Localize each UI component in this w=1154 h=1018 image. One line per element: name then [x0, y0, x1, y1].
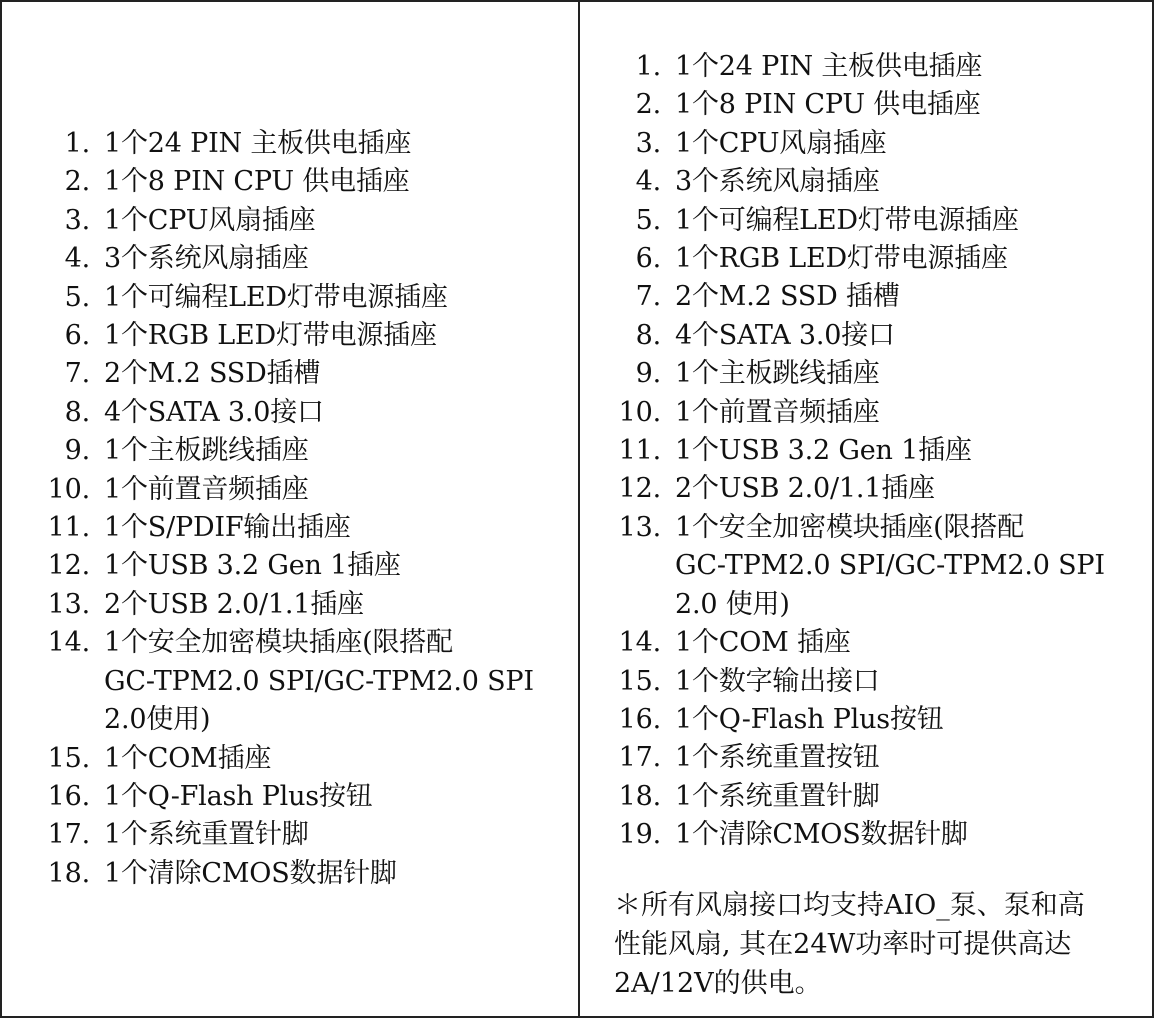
spec-item-text: 1个24 PIN 主板供电插座: [104, 128, 412, 159]
spec-item-text: 1个系统重置按钮: [675, 742, 880, 774]
spec-item-number: 11.: [47, 512, 90, 544]
spec-item-text: 4个SATA 3.0接口: [104, 396, 324, 428]
spec-item-number: 5.: [635, 204, 661, 236]
spec-item-number: 4.: [64, 243, 90, 275]
spec-item-number: 15.: [47, 742, 90, 774]
spec-item-number: 2.: [635, 89, 661, 121]
spec-item: [575, 48, 1152, 86]
spec-item: [575, 432, 1152, 470]
spec-item: [575, 624, 1152, 662]
spec-item: [2, 816, 578, 854]
spec-item-text: 1个系统重置针脚: [675, 780, 880, 812]
spec-item-text: 1个清除CMOS数据针脚: [104, 857, 397, 889]
spec-item-number: 16.: [47, 780, 90, 812]
right-spec-list: [575, 48, 1152, 855]
spec-item: [2, 740, 578, 778]
spec-item-number: 14.: [47, 627, 90, 659]
spec-item: [575, 355, 1152, 393]
spec-item: [575, 278, 1152, 316]
spec-item-number: 2.: [64, 166, 90, 198]
spec-item-text: 1个RGB LED灯带电源插座: [675, 243, 1008, 275]
spec-item: [575, 125, 1152, 163]
left-spec-list: [2, 125, 578, 893]
spec-item: [2, 471, 578, 509]
spec-item-text: 3个系统风扇插座: [104, 243, 309, 275]
spec-item: [575, 701, 1152, 739]
spec-item-text: 1个RGB LED灯带电源插座: [104, 320, 437, 352]
spec-item-text: 1个COM插座: [104, 742, 272, 774]
spec-item-text: 1个Q-Flash Plus按钮: [675, 703, 944, 735]
spec-item: [575, 394, 1152, 432]
spec-item-text: 1个USB 3.2 Gen 1插座: [104, 550, 401, 582]
spec-item-number: 7.: [635, 281, 661, 313]
spec-item-text: 2个USB 2.0/1.1插座: [675, 473, 935, 505]
spec-item-text: 1个USB 3.2 Gen 1插座: [675, 435, 972, 467]
spec-item-text: 3个系统风扇插座: [675, 166, 880, 198]
spec-item-text: 2个USB 2.0/1.1插座: [104, 588, 364, 620]
spec-item-text: 1个数字输出接口: [675, 665, 880, 697]
spec-item-number: 1.: [64, 128, 90, 159]
spec-item-number: 17.: [47, 819, 90, 851]
spec-item: [575, 470, 1152, 508]
left-column: [2, 2, 580, 1016]
spec-item-text: 1个安全加密模块插座(限搭配 GC-TPM2.0 SPI/GC-TPM2.0 SPI 2.0 使用): [675, 511, 1105, 620]
spec-item: [575, 163, 1152, 201]
spec-item: [575, 739, 1152, 777]
fan-support-note: ＊所有风扇接口均支持AIO_泵、泵和高 性能风扇, 其在24W功率时可提供高达 2A/12V的供电。: [614, 890, 1085, 999]
spec-item-number: 13.: [618, 511, 661, 543]
spec-item: [2, 855, 578, 893]
spec-item-number: 5.: [64, 281, 90, 313]
spec-item-number: 9.: [635, 358, 661, 390]
spec-item: [575, 317, 1152, 355]
spec-item-number: 10.: [618, 396, 661, 428]
spec-item-text: 1个可编程LED灯带电源插座: [104, 281, 448, 313]
spec-item: [575, 86, 1152, 124]
spec-item-number: 4.: [635, 166, 661, 198]
spec-item: [575, 240, 1152, 278]
spec-item: [2, 778, 578, 816]
spec-item-number: 12.: [618, 473, 661, 505]
right-column: [580, 2, 1152, 1016]
spec-item-text: 1个前置音频插座: [104, 473, 309, 505]
spec-item-text: 1个24 PIN 主板供电插座: [675, 51, 983, 82]
spec-item: [2, 240, 578, 278]
spec-item-text: 2个M.2 SSD插槽: [104, 358, 321, 390]
spec-item: [2, 279, 578, 317]
spec-item-text: 1个CPU风扇插座: [104, 204, 316, 236]
spec-item: [2, 125, 578, 163]
spec-item: [575, 202, 1152, 240]
spec-item-number: 1.: [635, 51, 661, 82]
spec-item-text: 1个主板跳线插座: [675, 358, 880, 390]
spec-item-number: 14.: [618, 627, 661, 659]
spec-item-number: 8.: [64, 396, 90, 428]
spec-item-number: 19.: [618, 819, 661, 851]
spec-item: [2, 394, 578, 432]
spec-item-number: 7.: [64, 358, 90, 390]
spec-item-number: 17.: [618, 742, 661, 774]
spec-item: [575, 816, 1152, 854]
spec-item-number: 18.: [47, 857, 90, 889]
spec-item-number: 12.: [47, 550, 90, 582]
spec-item: [2, 586, 578, 624]
spec-item-text: 1个主板跳线插座: [104, 435, 309, 467]
spec-item: [575, 663, 1152, 701]
spec-item-text: 4个SATA 3.0接口: [675, 319, 895, 351]
spec-item-text: 2个M.2 SSD 插槽: [675, 281, 900, 313]
spec-item-number: 3.: [64, 204, 90, 236]
spec-item: [575, 509, 1152, 624]
spec-item-text: 1个可编程LED灯带电源插座: [675, 204, 1019, 236]
spec-item-number: 11.: [618, 435, 661, 467]
spec-item: [2, 163, 578, 201]
spec-item-text: 1个安全加密模块插座(限搭配 GC-TPM2.0 SPI/GC-TPM2.0 SPI 2.0使用): [104, 627, 534, 736]
spec-item-text: 1个Q-Flash Plus按钮: [104, 780, 373, 812]
spec-item: [2, 547, 578, 585]
spec-item-text: 1个系统重置针脚: [104, 819, 309, 851]
spec-item-text: 1个S/PDIF输出插座: [104, 512, 351, 544]
spec-item: [2, 509, 578, 547]
spec-item-number: 9.: [64, 435, 90, 467]
spec-item-text: 1个8 PIN CPU 供电插座: [675, 89, 981, 121]
spec-item-number: 15.: [618, 665, 661, 697]
spec-item-number: 8.: [635, 319, 661, 351]
spec-item-number: 6.: [64, 320, 90, 352]
spec-item-number: 16.: [618, 703, 661, 735]
spec-item-number: 6.: [635, 243, 661, 275]
spec-item-text: 1个前置音频插座: [675, 396, 880, 428]
spec-item-text: 1个清除CMOS数据针脚: [675, 819, 968, 851]
spec-item-text: 1个COM 插座: [675, 627, 851, 659]
spec-item: [2, 432, 578, 470]
spec-item: [575, 778, 1152, 816]
spec-item: [2, 317, 578, 355]
spec-item-number: 18.: [618, 780, 661, 812]
spec-item-number: 3.: [635, 127, 661, 159]
spec-item: [2, 624, 578, 739]
spec-item: [2, 202, 578, 240]
spec-item-number: 10.: [47, 473, 90, 505]
spec-item: [2, 355, 578, 393]
spec-item-text: 1个8 PIN CPU 供电插座: [104, 166, 410, 198]
spec-item-text: 1个CPU风扇插座: [675, 127, 887, 159]
spec-item-number: 13.: [47, 588, 90, 620]
